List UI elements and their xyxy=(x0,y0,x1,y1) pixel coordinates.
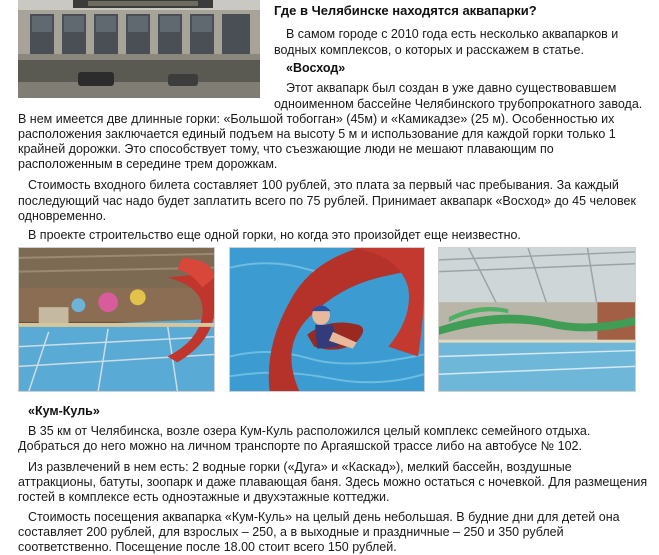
voskhod-price-line: последующий час надо будет заплатить всего по 75 рублей. Принимает аквапарк «Восход» до 45 человек xyxy=(18,194,636,208)
voskhod-price-line: Стоимость входного билета составляет 100 рублей, это плата за первый час пребывания. За каждый xyxy=(28,178,619,192)
kumkul-price-line: составляет 200 рублей, для взрослых – 250, а в выходные и праздничные – 250 и 350 рублей xyxy=(18,525,564,539)
voskhod-project-line: В проекте строительство еще одной горки, но когда это произойдет еще неизвестно. xyxy=(28,228,521,242)
section-title-voskhod: «Восход» xyxy=(286,61,346,75)
kumkul-location-line: Добраться до него можно на личном транспорте по Аргаяшской трассе либо на автобусе № 102. xyxy=(18,439,582,453)
intro-line: водных комплексов, о которых и расскажем в статье. xyxy=(274,43,584,57)
voskhod-text-line: одноименном бассейне Челябинского трубопрокатного завода. xyxy=(274,97,643,111)
kumkul-entertainment-line: Из развлечений в нем есть: 2 водные горки («Дуга» и «Каскад»), мелкий бассейн, воздушные xyxy=(28,460,572,474)
child-slide-photo xyxy=(229,247,425,392)
kumkul-entertainment-line: аттракционы, батуты, зоопарк и даже плавающая баня. Здесь можно остаться с ночевкой. Для размещения xyxy=(18,475,648,489)
pool-photo-green-slide xyxy=(438,247,636,392)
voskhod-text-line: Этот аквапарк был создан в уже давно существовавшем xyxy=(286,81,617,95)
kumkul-location-line: В 35 км от Челябинска, возле озера Кум-Куль расположился целый комплекс семейного отдыха. xyxy=(28,424,591,438)
building-photo xyxy=(18,0,260,98)
voskhod-text-line: крайней дорожки. Это способствует тому, что съезжающие люди не мешают плавающим по xyxy=(18,142,554,156)
section-title-kumkul: «Кум-Куль» xyxy=(28,404,100,418)
kumkul-price-line: соответственно. Посещение после 18.00 стоит всего 150 рублей. xyxy=(18,540,397,554)
voskhod-text-line: расположения заключается единый подъем на высоту 5 м и использование для каждой горки только 1 xyxy=(18,127,616,141)
kumkul-price-line: Стоимость посещения аквапарка «Кум-Куль» на целый день небольшая. В будние дни для детей она xyxy=(28,510,620,524)
kumkul-entertainment-line: гостей в комплексе есть одноэтажные и двухэтажные коттеджи. xyxy=(18,490,390,504)
intro-line: В самом городе с 2010 года есть несколько аквапарков и xyxy=(286,27,619,41)
article-heading: Где в Челябинске находятся аквапарки? xyxy=(274,3,537,18)
pool-photo-red-slide xyxy=(18,247,215,392)
voskhod-text-line: В нем имеется две длинные горки: «Большой тобогган» (45м) и «Камикадзе» (25 м). Особенностью их xyxy=(18,112,615,126)
voskhod-price-line: одновременно. xyxy=(18,209,107,223)
voskhod-text-line: расположенным в середине трем дорожкам. xyxy=(18,157,278,171)
